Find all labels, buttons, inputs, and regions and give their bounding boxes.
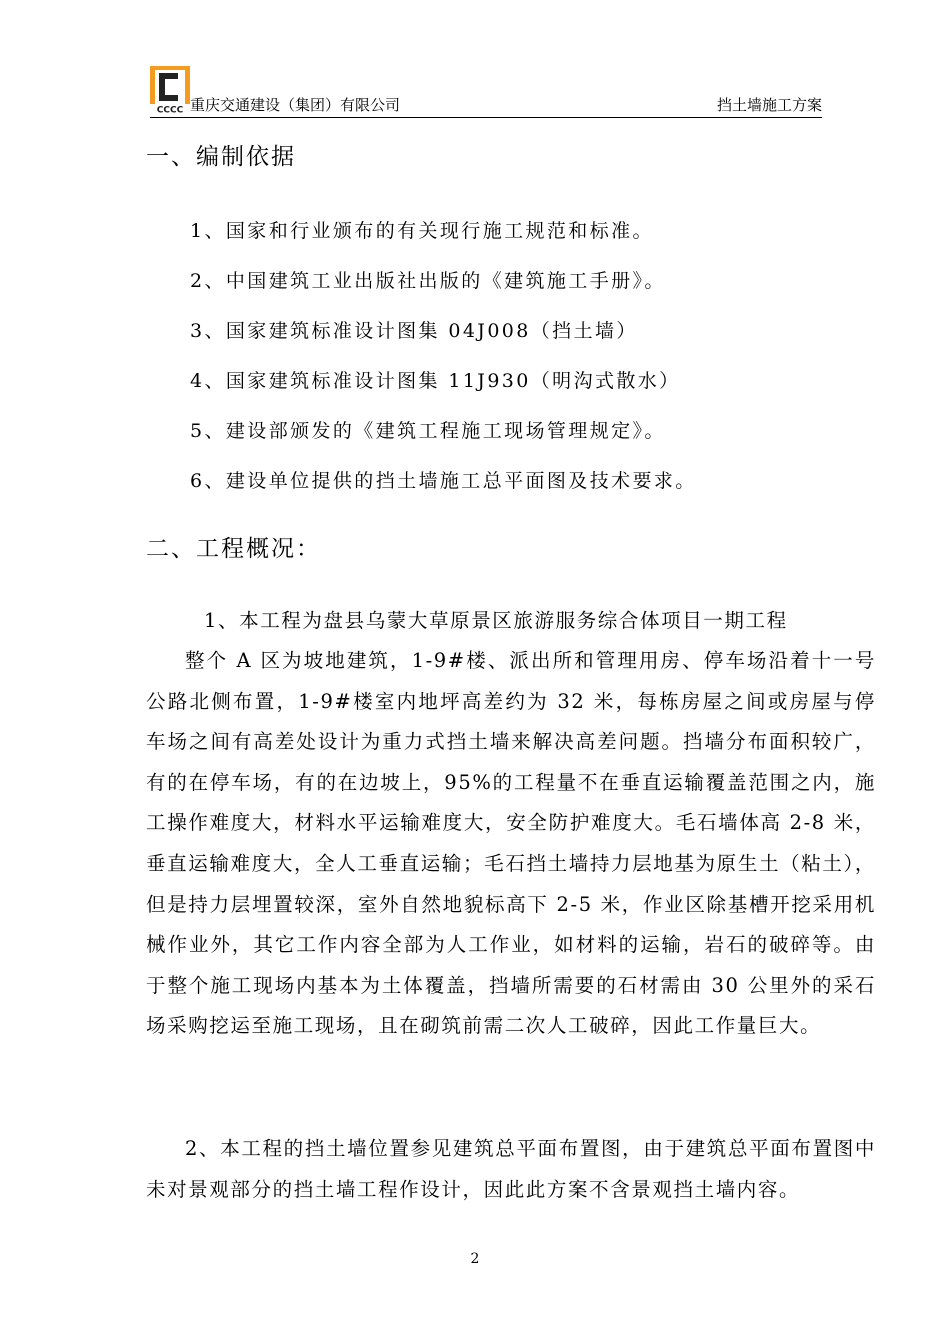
company-logo [150, 66, 190, 114]
list-item: 5、建设部颁发的《建筑工程施工现场管理规定》。 [190, 420, 666, 442]
list-item: 4、国家建筑标准设计图集 11J930（明沟式散水） [190, 370, 681, 392]
page-number: 2 [470, 1251, 480, 1267]
list-item: 6、建设单位提供的挡土墙施工总平面图及技术要求。 [190, 470, 697, 492]
overview-paragraph-2: 2、本工程的挡土墙位置参见建筑总平面布置图，由于建筑总平面布置图中未对景观部分的挡土墙工程作设计，因此此方案不含景观挡土墙内容。 [146, 1137, 876, 1201]
section-heading-overview: 二、工程概况： [146, 536, 321, 562]
company-name: 重庆交通建设（集团）有限公司 [190, 96, 401, 114]
document-title: 挡土墙施工方案 [716, 96, 822, 114]
page-header [150, 66, 822, 118]
overview-paragraph-1-body: 整个 A 区为坡地建筑，1-9#楼、派出所和管理用房、停车场沿着十一号公路北侧布置，1-9#楼室内地坪高差约为 32 米，每栋房屋之间或房屋与停车场之间有高差处设计为重力式挡土墙来解决高差问题。挡墙分布面积较广，有的在停车场，有的在边坡上，95%的工程量不在垂直运输覆盖范围之内，施工操作难度大，材料水平运输难度大，安全防护难度大。毛石墙体高 2-8 米，垂直运输难度大，全人工垂直运输；毛石挡土墙持力层地基为原生土（粘土），但是持力层埋置较深，室外自然地貌标高下 2-5 米，作业区除基槽开挖采用机械作业外，其它工作内容全部为人工作业，如材料的运输，岩石的破碎等。由于整个施工现场内基本为土体覆盖，挡墙所需要的石材需由 30 公里外的采石场采购挖运至施工现场，且在砌筑前需二次人工破碎，因此工作量巨大。 [146, 649, 876, 1038]
section-heading-basis: 一、编制依据 [146, 144, 296, 170]
overview-paragraph-1-title: 1、本工程为盘县乌蒙大草原景区旅游服务综合体项目一期工程 [204, 609, 788, 632]
list-item: 2、中国建筑工业出版社出版的《建筑施工手册》。 [190, 270, 666, 292]
logo-lettering: CCCC [156, 105, 184, 114]
basis-list [190, 218, 697, 518]
list-item: 3、国家建筑标准设计图集 04J008（挡土墙） [190, 320, 638, 342]
header-divider [150, 117, 822, 118]
list-item: 1、国家和行业颁布的有关现行施工规范和标准。 [190, 220, 654, 242]
